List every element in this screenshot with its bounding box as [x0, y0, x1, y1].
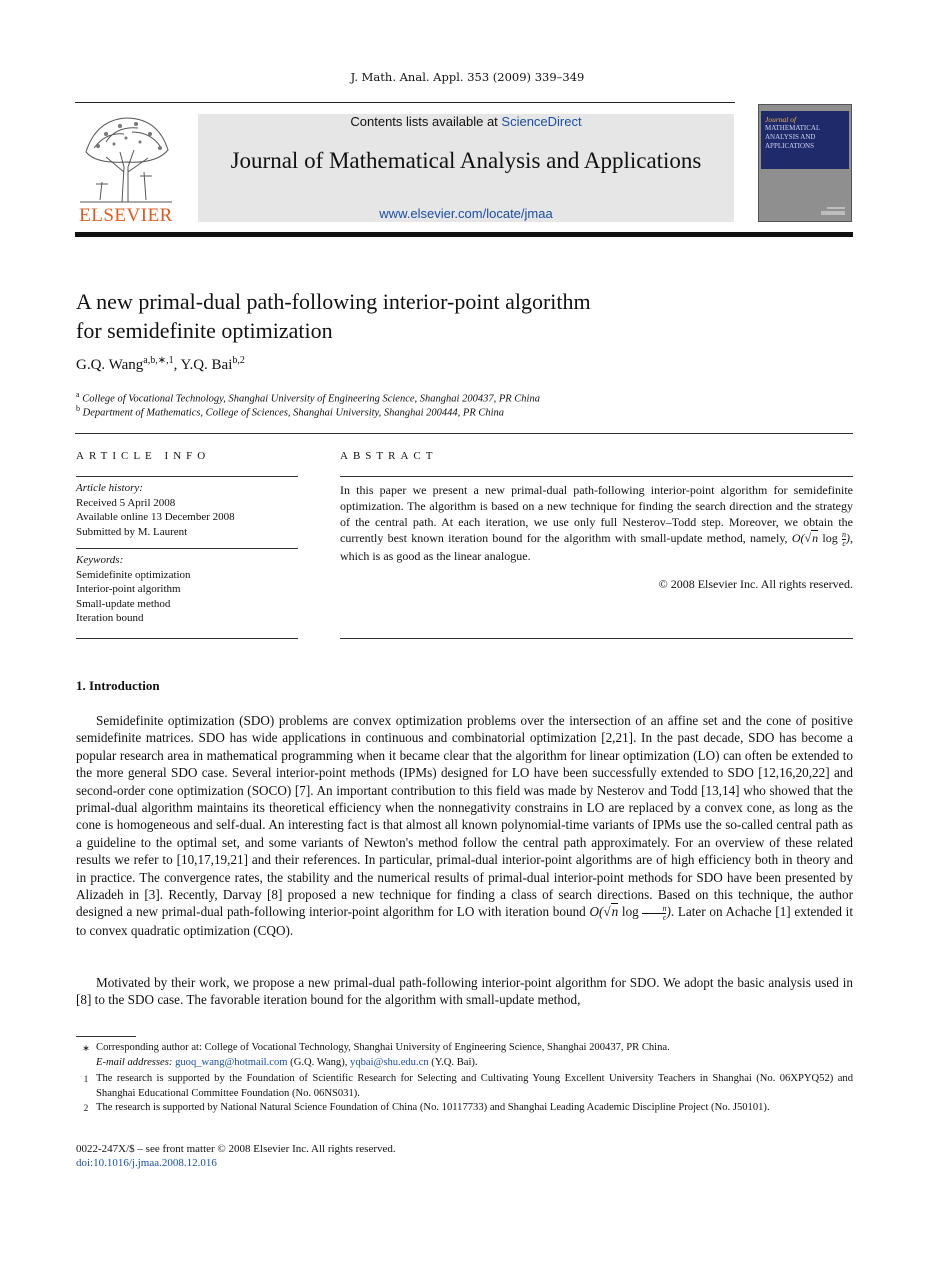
- footnote: [76, 1101, 853, 1116]
- info-rule: [76, 548, 298, 549]
- body-paragraph: [76, 712, 853, 939]
- abstract-heading: ABSTRACT: [340, 450, 438, 462]
- author-name[interactable]: Y.Q. Bai: [180, 357, 233, 373]
- email-label: E-mail addresses:: [96, 1056, 176, 1068]
- sciencedirect-link[interactable]: ScienceDirect: [501, 114, 582, 129]
- history-item: Received 5 April 2008: [76, 496, 176, 509]
- header-rule: [75, 102, 735, 103]
- email-link[interactable]: guoq_wang@hotmail.com: [175, 1056, 288, 1068]
- cover-line: ANALYSIS AND: [765, 133, 816, 141]
- history-label: Article history:: [76, 482, 143, 494]
- header-thick-rule: [75, 232, 853, 237]
- footnote-mark: 2: [83, 1103, 89, 1113]
- author-separator: ,: [173, 357, 181, 373]
- footnote-text: The research is supported by National Natural Science Foundation of China (No. 10117733) and Shanghai Leading Academic Discipline Project (No. J50101).: [96, 1102, 770, 1113]
- footnote: [76, 1041, 853, 1070]
- affiliation-text: Department of Mathematics, College of Sciences, Shanghai University, Shanghai 200444, PR China: [82, 407, 505, 419]
- paragraph-part: . Later on Achache [1] extended it to convex quadratic optimization (CQO).: [76, 904, 853, 938]
- cover-line: APPLICATIONS: [765, 142, 815, 150]
- abstract-text: [340, 482, 853, 564]
- body-paragraph: Motivated by their work, we propose a new primal-dual path-following interior-point algorithm for SDO. We adopt the basic analysis used in [8] to the SDO case. The favorable iteration bound for the algorithm with small-update method,: [76, 975, 853, 1008]
- article-history: [76, 481, 298, 539]
- section-heading: 1. Introduction: [76, 678, 160, 693]
- doi-link[interactable]: doi:10.1016/j.jmaa.2008.12.016: [76, 1157, 217, 1169]
- journal-url-link[interactable]: www.elsevier.com/locate/jmaa: [379, 206, 553, 221]
- article-info-heading: ARTICLE INFO: [76, 450, 211, 462]
- author-marks: b,2: [232, 355, 245, 366]
- contents-line: [198, 114, 734, 130]
- footnote-mark: 1: [83, 1074, 89, 1084]
- journal-title: Journal of Mathematical Analysis and Applications: [230, 148, 702, 173]
- email-line: [76, 1056, 853, 1071]
- abstract-rule: [340, 476, 853, 477]
- email-link[interactable]: yqbai@shu.edu.cn: [350, 1056, 429, 1068]
- keyword: Small-update method: [76, 597, 171, 610]
- paragraph-part: Semidefinite optimization (SDO) problems are convex optimization problems over the intersection of an affine set and the cone of positive semidefinite matrices. SDO has wide applications in continuous and combinatorial optimization [2,21]. In the past decade, SDO has become a popular research area in mathematical programming when it became clear that the algorithm for linear optimization (LO) can often be extended to the more general SDO case. Several interior-point methods (IPMs) designed for LO have been successfully extended to SDO [12,16,20,22] and second-order cone optimization (SOCO) [7]. An important contribution to this field was made by Nesterov and Todd [13,14] who showed that the primal-dual algorithm maintains its theoretical efficiency when the nonnegativity constrains in LO are replaced by a convex cone, as long as the cone is homogeneous and self-dual. An interesting fact is that almost all known polynomial-time variants of IPMs use the so-called central path as a guideline to the optimal set, and some variants of Newton's method follow the central path approximately. For an overview of these related results we refer to [10,17,19,21] and their references. In particular, primal-dual interior-point algorithms are of high efficiency both in theory and in practice. The convergence rates, the stability and the numerical results of primal-dual interior-point methods for SDO have been presented by Alizadeh in [3]. Recently, Darvay [8] proposed a new technique for finding a class of search directions. Based on this technique, the author designed a new primal-dual path-following interior-point algorithm for LO with iteration bound: [76, 713, 853, 920]
- author-marks: a,b,∗,1: [143, 355, 174, 366]
- cover-decoration: [827, 207, 845, 209]
- footnote: [76, 1072, 853, 1101]
- affiliation-mark: b: [76, 404, 80, 413]
- history-item: Available online 13 December 2008: [76, 511, 235, 524]
- email-owner: (Y.Q. Bai).: [428, 1056, 478, 1068]
- abstract-part: In this paper we present a new primal-dual path-following interior-point algorithm for semidefinite optimization. The algorithm is based on a new technique for finding the search direction and the strategy of the central path. At each iteration, we use only full Nesterov–Todd step. Moreover, we obtain the currently best known iteration bound for the algorithm with small-update method, namely,: [340, 483, 853, 545]
- footnote-mark: ∗: [82, 1043, 90, 1053]
- title-line: A new primal-dual path-following interior-point algorithm: [76, 289, 591, 314]
- section-rule: [75, 433, 853, 434]
- title-line: for semidefinite optimization: [76, 318, 333, 343]
- footnote-text: The research is supported by the Foundation of Scientific Research for Selecting and Cultivating Young Excellent University Teachers in Shanghai (No. 06XPYQ52) and Shanghai Educational Committee Foundation (No. 06NS031).: [96, 1073, 853, 1099]
- keyword: Iteration bound: [76, 612, 144, 625]
- footnote-rule: [76, 1036, 136, 1037]
- keyword: Interior-point algorithm: [76, 583, 181, 596]
- cover-title-band: [761, 111, 849, 169]
- affiliation: [76, 390, 540, 405]
- elsevier-wordmark: ELSEVIER: [79, 205, 173, 226]
- issn-line: 0022-247X/$ – see front matter © 2008 Elsevier Inc. All rights reserved.: [76, 1143, 396, 1155]
- affiliation: [76, 404, 504, 419]
- history-item: Submitted by M. Laurent: [76, 525, 188, 538]
- math-big-o: O(√n log $\frac{n}{\epsilon}$ ): [589, 903, 671, 922]
- abstract-rule: [340, 638, 853, 639]
- abstract-part: , which is as good as the linear analogue.: [340, 531, 853, 563]
- info-rule: [76, 638, 298, 639]
- keyword: Semidefinite optimization: [76, 568, 191, 581]
- cover-line: MATHEMATICAL: [765, 124, 821, 132]
- author-list: [76, 355, 245, 374]
- email-owner: (G.Q. Wang),: [287, 1056, 351, 1068]
- info-rule: [76, 476, 298, 477]
- contents-prefix: Contents lists available at: [350, 114, 502, 129]
- running-head: J. Math. Anal. Appl. 353 (2009) 339–349: [350, 70, 585, 84]
- article-title: [76, 287, 836, 345]
- copyright-notice: © 2008 Elsevier Inc. All rights reserved.: [658, 577, 853, 591]
- cover-line: Journal of: [765, 115, 797, 124]
- cover-decoration: [821, 211, 845, 215]
- affiliation-mark: a: [76, 390, 80, 399]
- affiliation-text: College of Vocational Technology, Shanghai University of Engineering Science, Shanghai 200437, PR China: [82, 393, 540, 405]
- math-big-o: O(√n log $\frac{n}{\epsilon}$ ): [791, 529, 850, 548]
- author-name[interactable]: G.Q. Wang: [76, 357, 144, 373]
- footnote-text: Corresponding author at: College of Vocational Technology, Shanghai University of Engineering Science, Shanghai 200437, PR China.: [96, 1042, 670, 1053]
- keywords: [76, 553, 298, 626]
- keywords-label: Keywords:: [76, 554, 124, 566]
- journal-cover-thumbnail: [758, 104, 852, 222]
